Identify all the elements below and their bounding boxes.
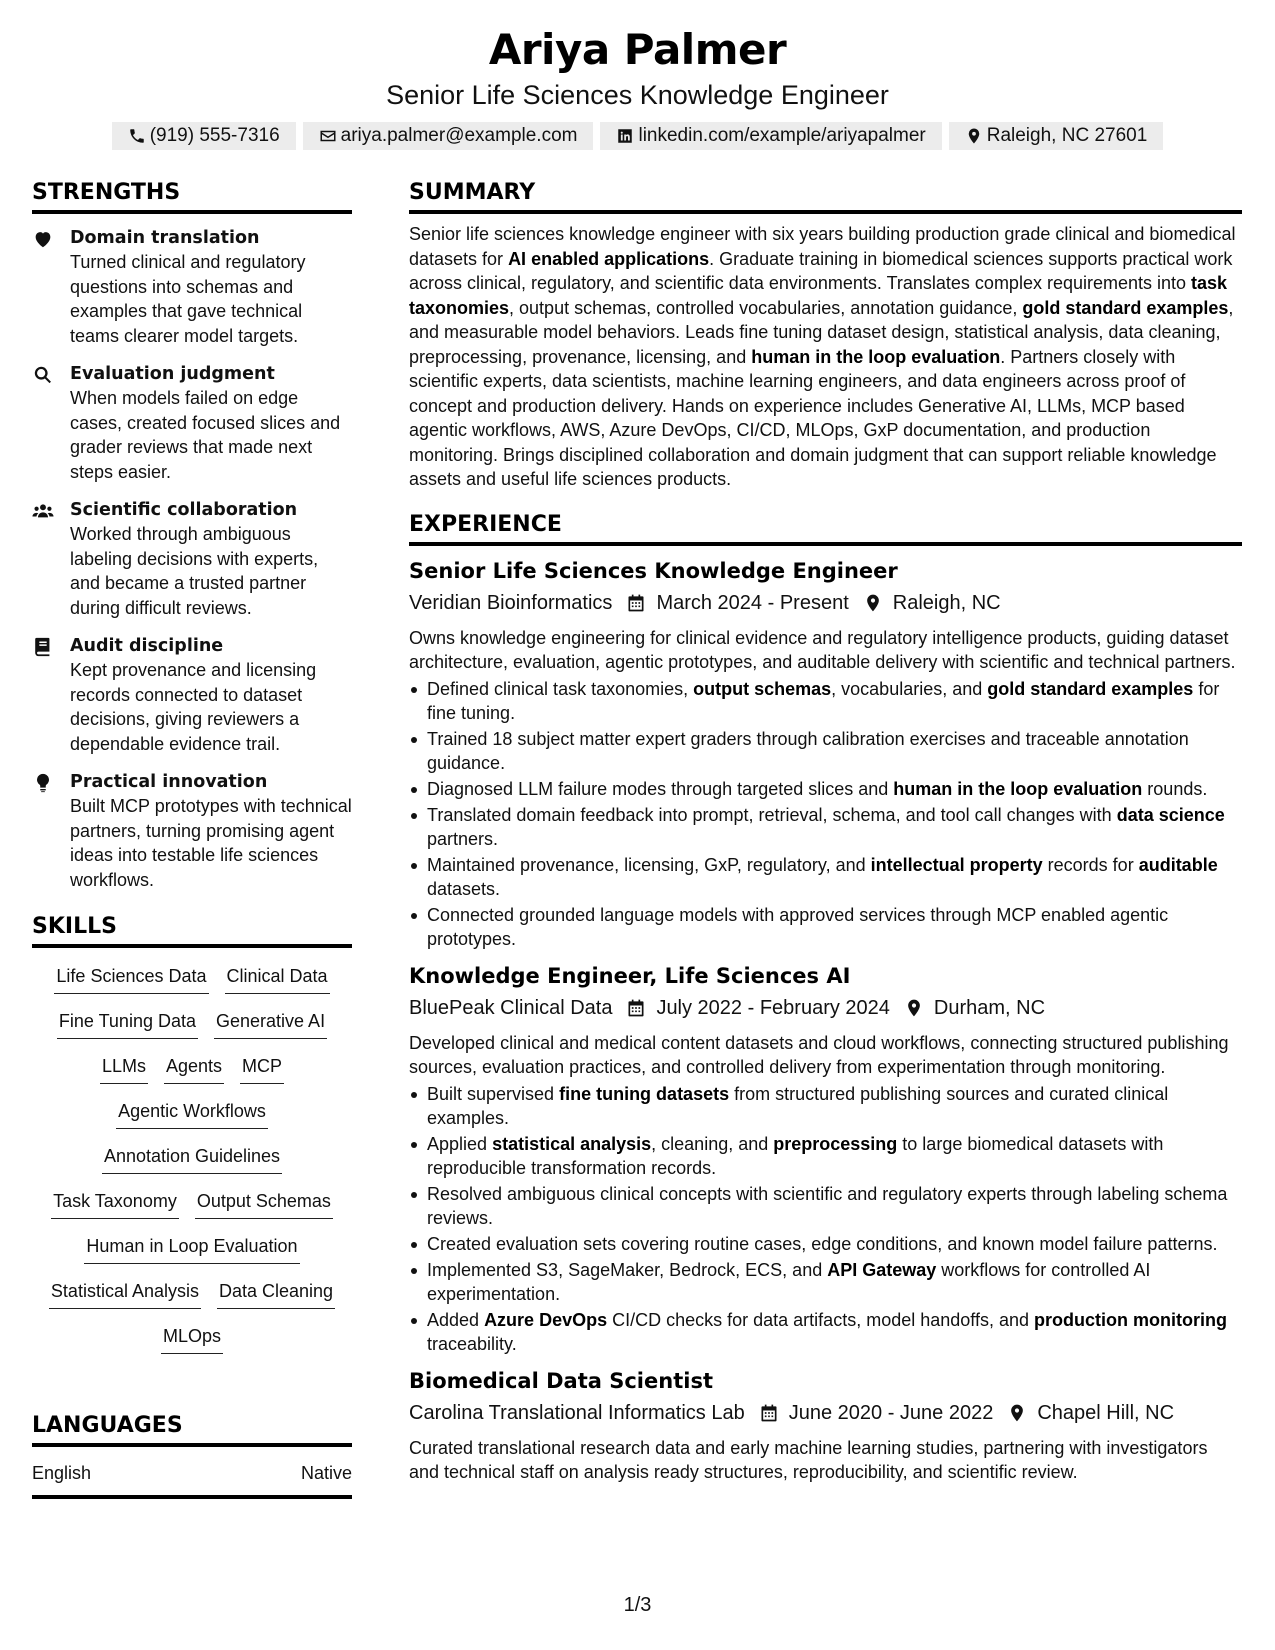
map-pin-icon	[863, 593, 883, 613]
text-run: Diagnosed LLM failure modes through targeted slices and	[427, 778, 894, 799]
text-run: , output schemas, controlled vocabularies, annotation guidance,	[509, 297, 1023, 318]
skill-tag: LLMs	[100, 1054, 148, 1084]
job-dates: March 2024 - Present	[656, 591, 849, 614]
bold-run: data science	[1116, 804, 1225, 825]
strength-title: Audit discipline	[70, 636, 224, 656]
lightbulb-icon	[32, 772, 54, 794]
summary-text	[409, 222, 1242, 492]
bold-run: output schemas	[693, 678, 832, 699]
skill-tag: Annotation Guidelines	[102, 1144, 282, 1174]
candidate-headline: Senior Life Sciences Knowledge Engineer	[386, 80, 889, 110]
skill-row	[32, 1189, 352, 1234]
text-run: Connected grounded language models with approved services through MCP enabled agentic prototypes.	[427, 904, 1169, 949]
job-entry	[409, 1366, 1242, 1485]
strength-desc: Worked through ambiguous labeling decisions with experts, and became a trusted partner during difficult reviews.	[70, 524, 319, 618]
bullet-item	[409, 903, 1242, 951]
text-run: workflows for controlled AI experimentation.	[427, 1259, 1151, 1304]
job-title: Knowledge Engineer, Life Sciences AI	[409, 963, 851, 988]
job-entry	[409, 556, 1242, 951]
phone-text: (919) 555-7316	[149, 125, 280, 146]
skill-tag: Agents	[164, 1054, 224, 1084]
summary-title: SUMMARY	[409, 176, 1242, 214]
bullet-item	[409, 1258, 1242, 1306]
bold-run: AI enabled applications	[508, 248, 710, 269]
job-description: Owns knowledge engineering for clinical evidence and regulatory intelligence products, guiding dataset architecture, evaluation, agentic prototypes, and auditable delivery with scientific and technical partners.	[409, 627, 1236, 672]
strength-desc: Kept provenance and licensing records connected to dataset decisions, giving reviewers a dependable evidence trail.	[70, 660, 317, 754]
envelope-icon	[319, 127, 337, 145]
job-bullets	[409, 677, 1242, 951]
strength-title: Domain translation	[70, 228, 260, 248]
text-run: Created evaluation sets covering routine cases, edge conditions, and known model failure patterns.	[427, 1233, 1218, 1254]
skill-row	[32, 1144, 352, 1189]
strength-item	[32, 770, 352, 892]
text-run: Implemented S3, SageMaker, Bedrock, ECS, and	[427, 1259, 828, 1280]
strengths-title: STRENGTHS	[32, 176, 352, 214]
skill-tag: Generative AI	[214, 1009, 327, 1039]
skill-row	[32, 1054, 352, 1099]
strength-desc: When models failed on edge cases, created focused slices and grader reviews that made next steps easier.	[70, 388, 341, 482]
linkedin-text: linkedin.com/example/ariyapalmer	[638, 125, 926, 146]
skill-tag: MLOps	[161, 1324, 223, 1354]
job-title: Biomedical Data Scientist	[409, 1368, 713, 1393]
phone-icon	[128, 127, 146, 145]
bold-run: task taxonomies	[409, 273, 1228, 318]
bold-run: human in the loop evaluation	[893, 778, 1143, 799]
company-name: Veridian Bioinformatics	[409, 591, 613, 614]
bold-run: statistical analysis	[492, 1133, 652, 1154]
text-run: traceability.	[427, 1333, 517, 1354]
text-run: from structured publishing sources and curated clinical examples.	[427, 1083, 1169, 1128]
skill-tag: Clinical Data	[225, 964, 330, 994]
users-icon	[32, 500, 54, 522]
skill-tag: Data Cleaning	[217, 1279, 335, 1309]
bullet-item	[409, 1082, 1242, 1130]
text-run: Senior life sciences knowledge engineer with six years building production grade clinical and biomedical datasets for	[409, 224, 1236, 269]
left-column	[32, 176, 352, 1499]
skill-tag: Agentic Workflows	[116, 1099, 268, 1129]
calendar-icon	[759, 1403, 779, 1423]
text-run: Applied	[427, 1133, 493, 1154]
bullet-item	[409, 1182, 1242, 1230]
company-name: Carolina Translational Informatics Lab	[409, 1401, 745, 1424]
bullet-item	[409, 677, 1242, 725]
text-run: Defined clinical task taxonomies,	[427, 678, 694, 699]
job-entry	[409, 961, 1242, 1356]
map-pin-icon	[904, 998, 924, 1018]
linkedin-icon	[616, 127, 634, 145]
text-run: to large biomedical datasets with reproducible transformation records.	[427, 1133, 1164, 1178]
experience-title: EXPERIENCE	[409, 508, 1242, 546]
bold-run: Azure DevOps	[484, 1309, 608, 1330]
experience-section	[409, 508, 1242, 1485]
strength-desc: Built MCP prototypes with technical partners, turning promising agent ideas into testable life sciences workflows.	[70, 796, 352, 890]
text-run: , vocabularies, and	[831, 678, 988, 699]
text-run: rounds.	[1142, 778, 1208, 799]
bold-run: intellectual property	[870, 854, 1043, 875]
location-chip	[949, 122, 1164, 150]
map-pin-icon	[965, 127, 983, 145]
strength-title: Scientific collaboration	[70, 500, 298, 520]
calendar-icon	[626, 998, 646, 1018]
book-icon	[32, 636, 54, 658]
skill-row	[32, 1009, 352, 1054]
job-location: Durham, NC	[933, 996, 1046, 1019]
job-location: Chapel Hill, NC	[1037, 1401, 1175, 1424]
bullet-item	[409, 803, 1242, 851]
skill-row	[32, 1099, 352, 1144]
language-name: English	[32, 1463, 92, 1483]
text-run: Built supervised	[427, 1083, 560, 1104]
skill-tag: Life Sciences Data	[54, 964, 208, 994]
skill-tag: Statistical Analysis	[49, 1279, 201, 1309]
languages-title: LANGUAGES	[32, 1409, 352, 1447]
text-run: CI/CD checks for data artifacts, model handoffs, and	[607, 1309, 1034, 1330]
skills-list	[32, 964, 352, 1369]
text-run: records for	[1042, 854, 1139, 875]
calendar-icon	[626, 593, 646, 613]
text-run: Added	[427, 1309, 485, 1330]
page-number: 1/3	[623, 1594, 652, 1616]
job-location: Raleigh, NC	[892, 591, 1001, 614]
bold-run: gold standard examples	[1022, 297, 1229, 318]
skill-row	[32, 964, 352, 1009]
job-dates: July 2022 - February 2024	[656, 996, 890, 1019]
job-meta	[409, 1398, 1242, 1428]
bullet-item	[409, 777, 1242, 801]
bold-run: production monitoring	[1034, 1309, 1227, 1330]
bold-run: API Gateway	[827, 1259, 937, 1280]
skills-title: SKILLS	[32, 910, 352, 948]
map-pin-icon	[1007, 1403, 1027, 1423]
text-run: Translated domain feedback into prompt, retrieval, schema, and tool call changes with	[427, 804, 1117, 825]
strength-desc: Turned clinical and regulatory questions into schemas and examples that gave technical teams clearer model targets.	[70, 252, 306, 346]
candidate-name: Ariya Palmer	[488, 25, 787, 74]
company-name: BluePeak Clinical Data	[409, 996, 613, 1019]
bullet-item	[409, 853, 1242, 901]
bullet-item	[409, 727, 1242, 775]
job-description: Curated translational research data and early machine learning studies, partnering with investigators and technical staff on analysis ready structures, reproducibility, and scientific review.	[409, 1437, 1208, 1482]
bold-run: preprocessing	[773, 1133, 898, 1154]
job-description: Developed clinical and medical content datasets and cloud workflows, connecting structured publishing sources, evaluation practices, and controlled delivery from experimentation through monitoring.	[409, 1032, 1229, 1077]
job-meta	[409, 993, 1242, 1023]
text-run: , cleaning, and	[651, 1133, 774, 1154]
text-run: , and measurable model behaviors. Leads fine tuning dataset design, statistical analysis, data cleaning, preprocessing, provenance, licensing, and	[409, 297, 1234, 367]
heart-icon	[32, 228, 54, 250]
email-chip[interactable]	[303, 122, 594, 150]
strength-item	[32, 498, 352, 620]
right-column	[409, 176, 1242, 1485]
skill-tag: Fine Tuning Data	[57, 1009, 198, 1039]
strength-item	[32, 226, 352, 348]
bold-run: gold standard examples	[987, 678, 1194, 699]
phone-chip[interactable]	[112, 122, 296, 150]
text-run: . Graduate training in biomedical sciences supports practical work across clinical, regulatory, and scientific data environments. Translates complex requirements into	[409, 248, 1233, 293]
bullet-item	[409, 1132, 1242, 1180]
bold-run: fine tuning datasets	[559, 1083, 730, 1104]
linkedin-chip[interactable]	[600, 122, 941, 150]
text-run: Trained 18 subject matter expert graders through calibration exercises and traceable annotation guidance.	[427, 728, 1189, 773]
text-run: Maintained provenance, licensing, GxP, regulatory, and	[427, 854, 871, 875]
job-title: Senior Life Sciences Knowledge Engineer	[409, 558, 898, 583]
text-run: partners.	[427, 828, 499, 849]
email-text: ariya.palmer@example.com	[340, 125, 578, 146]
skill-tag: Human in Loop Evaluation	[84, 1234, 299, 1264]
languages-section	[32, 1409, 352, 1499]
strength-title: Evaluation judgment	[70, 364, 275, 384]
skill-row	[32, 1324, 352, 1369]
skill-row	[32, 1279, 352, 1324]
text-run: datasets.	[427, 878, 501, 899]
skill-tag: Task Taxonomy	[51, 1189, 179, 1219]
search-icon	[32, 364, 54, 386]
text-run: . Partners closely with scientific experts, data scientists, machine learning engineers, and data engineers across proof of concept and production delivery. Hands on experience includes Generative AI, LLMs, MCP based agentic workflows, AWS, Azure DevOps, CI/CD, MLOps, GxP documentation, and production monitoring. Brings disciplined collaboration and domain judgment that can support reliable knowledge assets and useful life sciences products.	[409, 346, 1217, 489]
text-run: for fine tuning.	[427, 678, 1220, 723]
job-list	[409, 556, 1242, 1485]
bullet-item	[409, 1308, 1242, 1356]
skill-tag: Output Schemas	[195, 1189, 333, 1219]
text-run: Resolved ambiguous clinical concepts with scientific and regulatory experts through labeling schema reviews.	[427, 1183, 1228, 1228]
contact-bar	[0, 122, 1275, 150]
location-text: Raleigh, NC 27601	[986, 125, 1148, 146]
strength-item	[32, 634, 352, 756]
strength-item	[32, 362, 352, 484]
language-row	[32, 1447, 352, 1499]
bold-run: auditable	[1138, 854, 1218, 875]
resume-header	[0, 24, 1275, 150]
bullet-item	[409, 1232, 1242, 1256]
strength-title: Practical innovation	[70, 772, 268, 792]
skill-row	[32, 1234, 352, 1279]
language-level: Native	[300, 1463, 352, 1483]
strengths-list	[32, 226, 352, 892]
job-dates: June 2020 - June 2022	[788, 1401, 994, 1424]
job-bullets	[409, 1082, 1242, 1356]
bold-run: human in the loop evaluation	[751, 346, 1001, 367]
job-meta	[409, 588, 1242, 618]
skill-tag: MCP	[240, 1054, 284, 1084]
